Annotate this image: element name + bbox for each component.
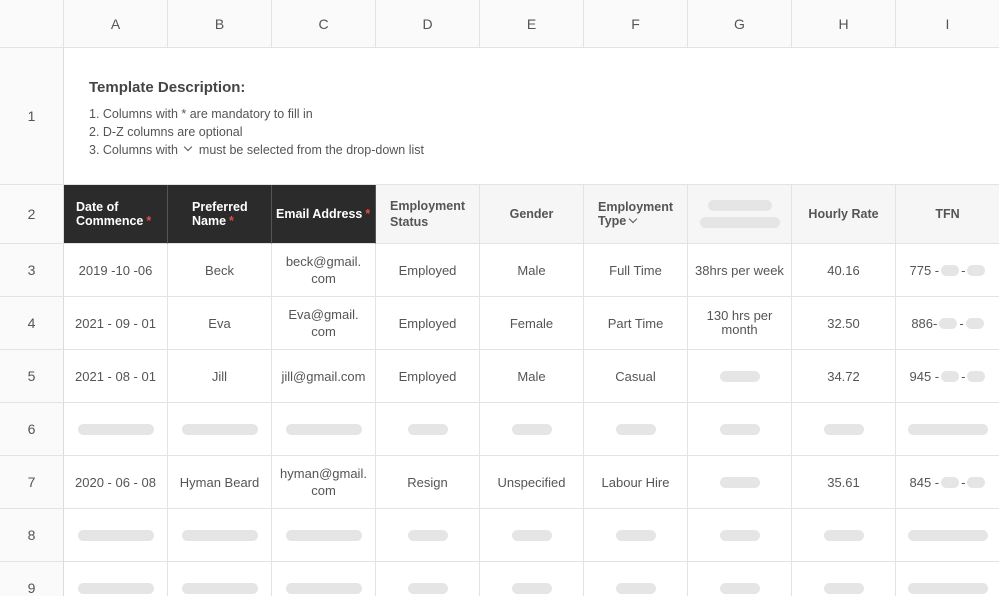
placeholder-bar [78, 530, 154, 541]
placeholder-bar [408, 583, 448, 594]
placeholder-bar [720, 530, 760, 541]
header-preferred-name[interactable] [168, 185, 272, 244]
row-number: 4 [27, 315, 36, 331]
placeholder-bar [720, 583, 760, 594]
cell-empty[interactable] [376, 403, 480, 456]
header-column-g-placeholder[interactable] [688, 185, 792, 244]
column-header-h[interactable] [792, 0, 896, 48]
header-text: Preferred [192, 200, 248, 214]
row-header-4[interactable] [0, 297, 64, 350]
placeholder-bar [908, 583, 988, 594]
row-number: 8 [27, 527, 36, 543]
cell-text: Male [517, 368, 546, 384]
cell-empty[interactable] [688, 562, 792, 596]
cell-empty[interactable] [272, 509, 376, 562]
column-letter: A [110, 15, 121, 32]
cell-gender[interactable] [480, 456, 584, 509]
row-header-3[interactable] [0, 244, 64, 297]
masked-digits [967, 265, 985, 276]
cell-text: jill@gmail.com [281, 368, 366, 384]
header-employment-type[interactable] [584, 185, 688, 244]
cell-status[interactable] [376, 456, 480, 509]
column-header-a[interactable] [64, 0, 168, 48]
column-header-c[interactable] [272, 0, 376, 48]
cell-text: Hyman Beard [179, 474, 260, 490]
masked-digits [967, 477, 985, 488]
header-text: Employment [390, 199, 466, 213]
placeholder-bar [700, 217, 780, 228]
cell-empty[interactable] [64, 403, 168, 456]
cell-text: Unspecified [497, 474, 566, 490]
cell-text: 2020 - 06 - 08 [75, 474, 156, 490]
cell-empty[interactable] [896, 403, 999, 456]
placeholder-bar [720, 371, 760, 382]
required-asterisk: * [365, 207, 371, 221]
cell-text: Employed [398, 315, 457, 331]
placeholder-bar [708, 200, 772, 211]
cell-name[interactable] [168, 456, 272, 509]
cell-empty[interactable] [168, 562, 272, 596]
header-text: Email Address [276, 207, 363, 221]
cell-hours[interactable] [688, 244, 792, 297]
cell-text: 38hrs per week [695, 262, 784, 278]
placeholder-bar [182, 530, 258, 541]
masked-digits [966, 318, 984, 329]
placeholder-bar [824, 424, 864, 435]
cell-empty[interactable] [272, 403, 376, 456]
row-number: 6 [27, 421, 36, 437]
description-line-2: 2. D-Z columns are optional [89, 125, 243, 139]
cell-text: Part Time [607, 315, 664, 331]
cell-rate[interactable] [792, 350, 896, 403]
placeholder-bar [78, 424, 154, 435]
column-letter: H [838, 15, 849, 32]
cell-empty[interactable] [168, 509, 272, 562]
column-letter: B [214, 15, 225, 32]
placeholder-bar [512, 530, 552, 541]
cell-gender[interactable] [480, 350, 584, 403]
placeholder-bar [824, 530, 864, 541]
cell-rate[interactable] [792, 244, 896, 297]
chevron-down-icon [184, 143, 192, 151]
placeholder-bar [616, 530, 656, 541]
tfn-separator: - [959, 315, 964, 331]
required-asterisk: * [146, 214, 152, 228]
cell-name[interactable] [168, 350, 272, 403]
cell-text: Casual [615, 368, 656, 384]
tfn-prefix: 945 - [909, 368, 940, 384]
cell-email[interactable] [272, 456, 376, 509]
placeholder-bar [512, 583, 552, 594]
header-text: Employment [598, 200, 674, 214]
cell-text: 130 hrs per [706, 308, 773, 323]
cell-text: 2019 -10 -06 [78, 262, 153, 278]
cell-text: Eva [208, 315, 231, 331]
placeholder-bar [908, 424, 988, 435]
cell-tfn[interactable] [896, 350, 999, 403]
cell-hours[interactable] [688, 297, 792, 350]
cell-empty[interactable] [64, 562, 168, 596]
cell-text: hyman@gmail. [280, 466, 367, 481]
column-letter: F [631, 15, 640, 32]
placeholder-bar [408, 530, 448, 541]
cell-text: Employed [398, 262, 457, 278]
description-line-3-start: 3. Columns with [89, 143, 178, 157]
cell-empty[interactable] [480, 562, 584, 596]
cell-empty[interactable] [376, 509, 480, 562]
row-header-2[interactable] [0, 185, 64, 244]
header-gender[interactable] [480, 185, 584, 244]
cell-empty[interactable] [64, 509, 168, 562]
description-line-3 [89, 143, 424, 157]
placeholder-bar [286, 424, 362, 435]
cell-status[interactable] [376, 297, 480, 350]
cell-empty[interactable] [168, 403, 272, 456]
cell-date[interactable] [64, 350, 168, 403]
cell-type[interactable] [584, 456, 688, 509]
cell-type[interactable] [584, 350, 688, 403]
cell-text: 35.61 [827, 474, 860, 490]
column-header-e[interactable] [480, 0, 584, 48]
cell-name[interactable] [168, 244, 272, 297]
row-header-8[interactable] [0, 509, 64, 562]
cell-tfn[interactable] [896, 244, 999, 297]
cell-text: Employed [398, 368, 457, 384]
cell-empty[interactable] [376, 562, 480, 596]
cell-text: com [311, 271, 336, 286]
placeholder-bar [78, 583, 154, 594]
cell-text: 40.16 [827, 262, 860, 278]
cell-tfn[interactable] [896, 456, 999, 509]
header-text: Hourly Rate [808, 207, 879, 221]
chevron-down-icon [629, 215, 637, 223]
row-header-5[interactable] [0, 350, 64, 403]
cell-text: Labour Hire [601, 474, 670, 490]
cell-status[interactable] [376, 244, 480, 297]
column-header-d[interactable] [376, 0, 480, 48]
header-text: Commence [76, 214, 144, 228]
header-employment-status[interactable] [376, 185, 480, 244]
column-header-i[interactable] [896, 0, 999, 48]
cell-tfn[interactable] [896, 297, 999, 350]
tfn-prefix: 775 - [909, 262, 940, 278]
cell-text: com [311, 324, 336, 339]
cell-empty[interactable] [792, 509, 896, 562]
corner-cell[interactable] [0, 0, 64, 48]
cell-hours[interactable] [688, 456, 792, 509]
masked-digits [939, 318, 957, 329]
column-header-b[interactable] [168, 0, 272, 48]
cell-text: beck@gmail. [285, 254, 362, 269]
placeholder-bar [512, 424, 552, 435]
cell-empty[interactable] [272, 562, 376, 596]
row-number: 1 [27, 108, 36, 124]
header-text: Status [390, 215, 429, 229]
cell-empty[interactable] [792, 403, 896, 456]
description-title: Template Description: [89, 79, 246, 96]
cell-text: com [311, 483, 336, 498]
cell-type[interactable] [584, 244, 688, 297]
cell-status[interactable] [376, 350, 480, 403]
row-number: 2 [27, 206, 36, 222]
cell-email[interactable] [272, 297, 376, 350]
header-email-address[interactable] [272, 185, 376, 244]
template-description-cell[interactable] [64, 48, 999, 185]
header-date-of-commence[interactable] [64, 185, 168, 244]
cell-text: 34.72 [827, 368, 860, 384]
tfn-separator: - [961, 262, 966, 278]
cell-text: Beck [205, 262, 234, 278]
cell-text: Eva@gmail. [288, 307, 359, 322]
header-text: Gender [509, 207, 554, 221]
cell-empty[interactable] [480, 509, 584, 562]
row-header-9[interactable] [0, 562, 64, 596]
row-number: 5 [27, 368, 36, 384]
cell-text: Resign [407, 474, 448, 490]
cell-text: 2021 - 09 - 01 [75, 315, 156, 331]
cell-text: 2021 - 08 - 01 [75, 368, 156, 384]
column-letter: E [526, 15, 537, 32]
placeholder-bar [408, 424, 448, 435]
row-number: 3 [27, 262, 36, 278]
placeholder-bar [182, 583, 258, 594]
cell-rate[interactable] [792, 297, 896, 350]
row-header-1[interactable] [0, 48, 64, 185]
cell-empty[interactable] [584, 403, 688, 456]
description-line-1: 1. Columns with * are mandatory to fill in [89, 107, 313, 121]
cell-name[interactable] [168, 297, 272, 350]
cell-date[interactable] [64, 244, 168, 297]
cell-date[interactable] [64, 297, 168, 350]
tfn-prefix: 886- [911, 315, 938, 331]
header-text: Name [192, 214, 227, 228]
cell-text: 32.50 [827, 315, 860, 331]
cell-empty[interactable] [688, 403, 792, 456]
masked-digits [941, 371, 959, 382]
tfn-separator: - [961, 368, 966, 384]
placeholder-bar [182, 424, 258, 435]
row-header-6[interactable] [0, 403, 64, 456]
placeholder-bar [720, 477, 760, 488]
cell-gender[interactable] [480, 297, 584, 350]
cell-empty[interactable] [896, 562, 999, 596]
cell-email[interactable] [272, 244, 376, 297]
masked-digits [967, 371, 985, 382]
placeholder-bar [286, 583, 362, 594]
row-header-7[interactable] [0, 456, 64, 509]
column-header-f[interactable] [584, 0, 688, 48]
header-text: Date of [76, 200, 119, 214]
placeholder-bar [286, 530, 362, 541]
cell-empty[interactable] [792, 562, 896, 596]
placeholder-bar [616, 583, 656, 594]
column-header-g[interactable] [688, 0, 792, 48]
required-asterisk: * [229, 214, 234, 228]
header-text: TFN [935, 207, 960, 221]
column-letter: G [734, 15, 745, 32]
row-number: 7 [27, 474, 36, 490]
cell-text: Full Time [609, 262, 662, 278]
cell-empty[interactable] [480, 403, 584, 456]
placeholder-bar [616, 424, 656, 435]
cell-type[interactable] [584, 297, 688, 350]
tfn-prefix: 845 - [909, 474, 940, 490]
cell-rate[interactable] [792, 456, 896, 509]
placeholder-bar [824, 583, 864, 594]
masked-digits [941, 265, 959, 276]
description-line-3-end: must be selected from the drop-down list [198, 143, 425, 157]
cell-empty[interactable] [584, 562, 688, 596]
cell-email[interactable] [272, 350, 376, 403]
row-number: 9 [27, 580, 36, 596]
cell-empty[interactable] [688, 509, 792, 562]
cell-text: Male [517, 262, 546, 278]
cell-text: month [721, 322, 758, 337]
placeholder-bar [908, 530, 988, 541]
cell-date[interactable] [64, 456, 168, 509]
placeholder-bar [720, 424, 760, 435]
cell-text: Female [509, 315, 554, 331]
cell-empty[interactable] [896, 509, 999, 562]
column-letter: I [945, 15, 950, 32]
column-letter: D [422, 15, 433, 32]
cell-text: Jill [211, 368, 228, 384]
header-text: Type [598, 214, 627, 228]
header-hourly-rate[interactable] [792, 185, 896, 244]
cell-gender[interactable] [480, 244, 584, 297]
column-letter: C [318, 15, 329, 32]
cell-hours[interactable] [688, 350, 792, 403]
header-tfn[interactable] [896, 185, 999, 244]
tfn-separator: - [961, 474, 966, 490]
masked-digits [941, 477, 959, 488]
cell-empty[interactable] [584, 509, 688, 562]
